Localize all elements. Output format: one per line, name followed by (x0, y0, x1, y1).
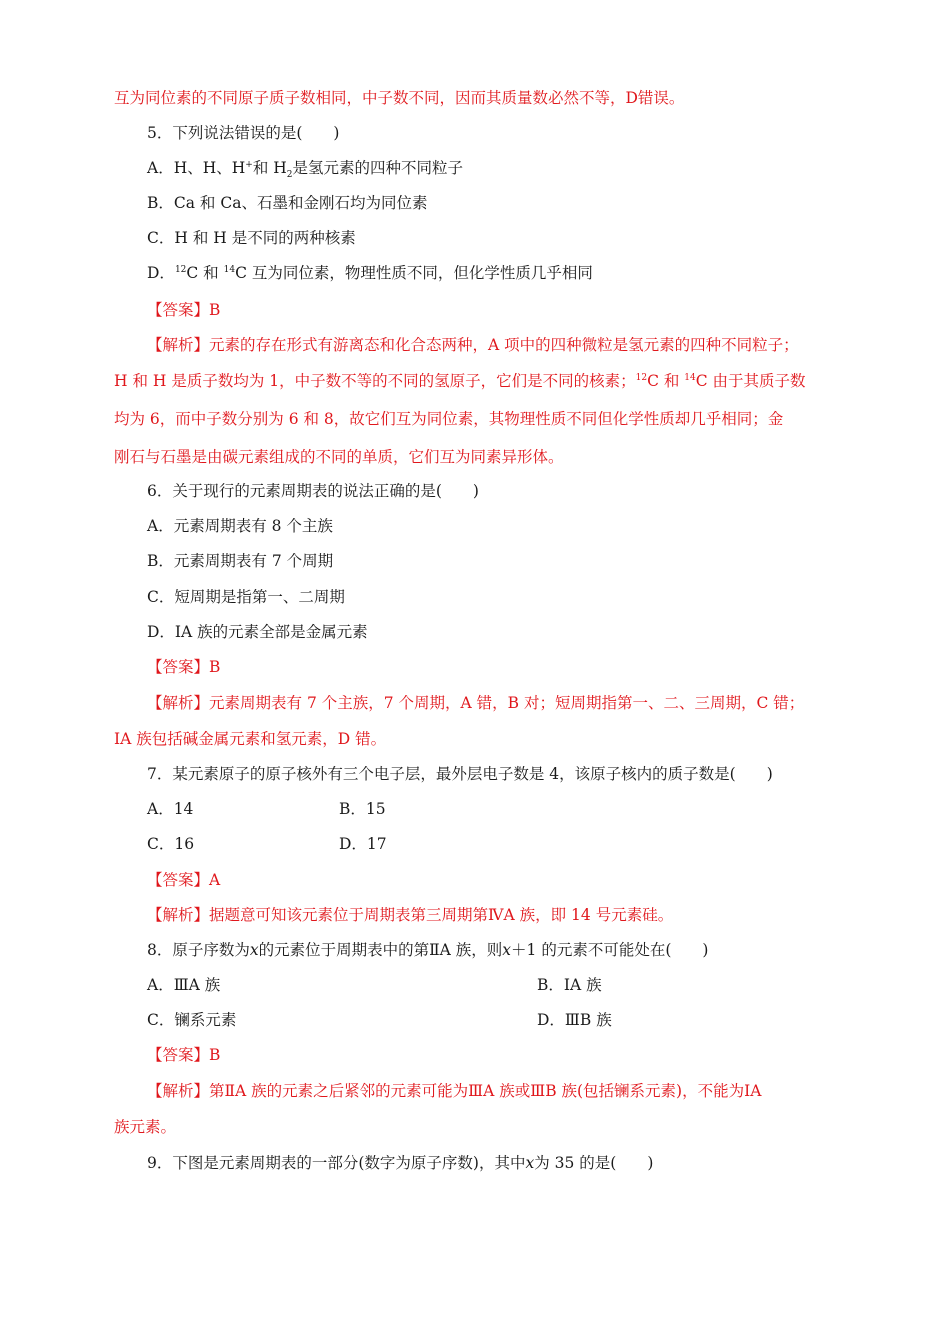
question-5-answer: 【答案】B (147, 301, 221, 319)
question-7-option-a: A．14 (147, 800, 194, 818)
question-6-option-a: A．元素周期表有 8 个主族 (147, 517, 333, 535)
question-8-analysis-line-1: 【解析】第ⅡA 族的元素之后紧邻的元素可能为ⅢA 族或ⅢB 族(包括镧系元素)，不能为ⅠA (147, 1082, 762, 1100)
question-5-analysis-line-2: H 和 H 是质子数均为 1，中子数不等的不同的氢原子，它们是不同的核素；$^{12}$C 和 $^{14}$C 由于其质子数 (114, 372, 806, 390)
question-6-answer: 【答案】B (147, 658, 221, 676)
question-7-answer: 【答案】A (147, 871, 221, 889)
question-9-stem: 9．下图是元素周期表的一部分(数字为原子序数)，其中x为 35 的是( ) (147, 1154, 654, 1172)
question-7-option-d: D．17 (339, 835, 387, 853)
analysis-continuation: 互为同位素的不同原子质子数相同，中子数不同，因而其质量数必然不等，D错误。 (114, 89, 685, 107)
question-5-analysis-line-1: 【解析】元素的存在形式有游离态和化合态两种，A 项中的四种微粒是氢元素的四种不同粒子； (147, 336, 799, 354)
question-6-analysis-line-2: ⅠA 族包括碱金属元素和氢元素，D 错。 (114, 730, 387, 748)
question-8-option-b: B．ⅠA 族 (537, 976, 602, 994)
question-5-option-d: D．$^{12}$C 和 $^{14}$C 互为同位素，物理性质不同，但化学性质几乎相同 (147, 264, 593, 282)
question-8-answer: 【答案】B (147, 1046, 221, 1064)
question-8-stem: 8．原子序数为x的元素位于周期表中的第ⅡA 族，则x＋1 的元素不可能处在( ) (147, 941, 709, 959)
question-5-option-c: C．H 和 H 是不同的两种核素 (147, 229, 356, 247)
question-5-option-b: B．Ca 和 Ca、石墨和金刚石均为同位素 (147, 194, 428, 212)
question-8-option-a: A．ⅢA 族 (147, 976, 221, 994)
question-8-option-c: C．镧系元素 (147, 1011, 237, 1029)
question-5-analysis-line-3: 均为 6，而中子数分别为 6 和 8，故它们互为同位素，其物理性质不同但化学性质却几乎相同；金 (114, 410, 784, 428)
question-8-analysis-line-2: 族元素。 (114, 1118, 177, 1136)
question-7-analysis-line-1: 【解析】据题意可知该元素位于周期表第三周期第ⅣA 族，即 14 号元素硅。 (147, 906, 674, 924)
question-6-stem: 6．关于现行的元素周期表的说法正确的是( ) (147, 482, 479, 500)
question-6-analysis-line-1: 【解析】元素周期表有 7 个主族，7 个周期，A 错，B 对；短周期指第一、二、三周期，C 错； (147, 694, 805, 712)
question-7-stem: 7．某元素原子的原子核外有三个电子层，最外层电子数是 4，该原子核内的质子数是( ) (147, 765, 773, 783)
question-6-option-b: B．元素周期表有 7 个周期 (147, 552, 334, 570)
question-7-option-b: B．15 (339, 800, 386, 818)
question-5-analysis-line-4: 刚石与石墨是由碳元素组成的不同的单质，它们互为同素异形体。 (114, 448, 564, 466)
question-7-option-c: C．16 (147, 835, 195, 853)
question-6-option-c: C．短周期是指第一、二周期 (147, 588, 345, 606)
question-5-stem: 5．下列说法错误的是( ) (147, 124, 340, 142)
question-6-option-d: D．ⅠA 族的元素全部是金属元素 (147, 623, 368, 641)
question-8-option-d: D．ⅢB 族 (537, 1011, 612, 1029)
question-5-option-a: A．H、H、H+和 $H_2$是氢元素的四种不同粒子 (147, 159, 464, 181)
